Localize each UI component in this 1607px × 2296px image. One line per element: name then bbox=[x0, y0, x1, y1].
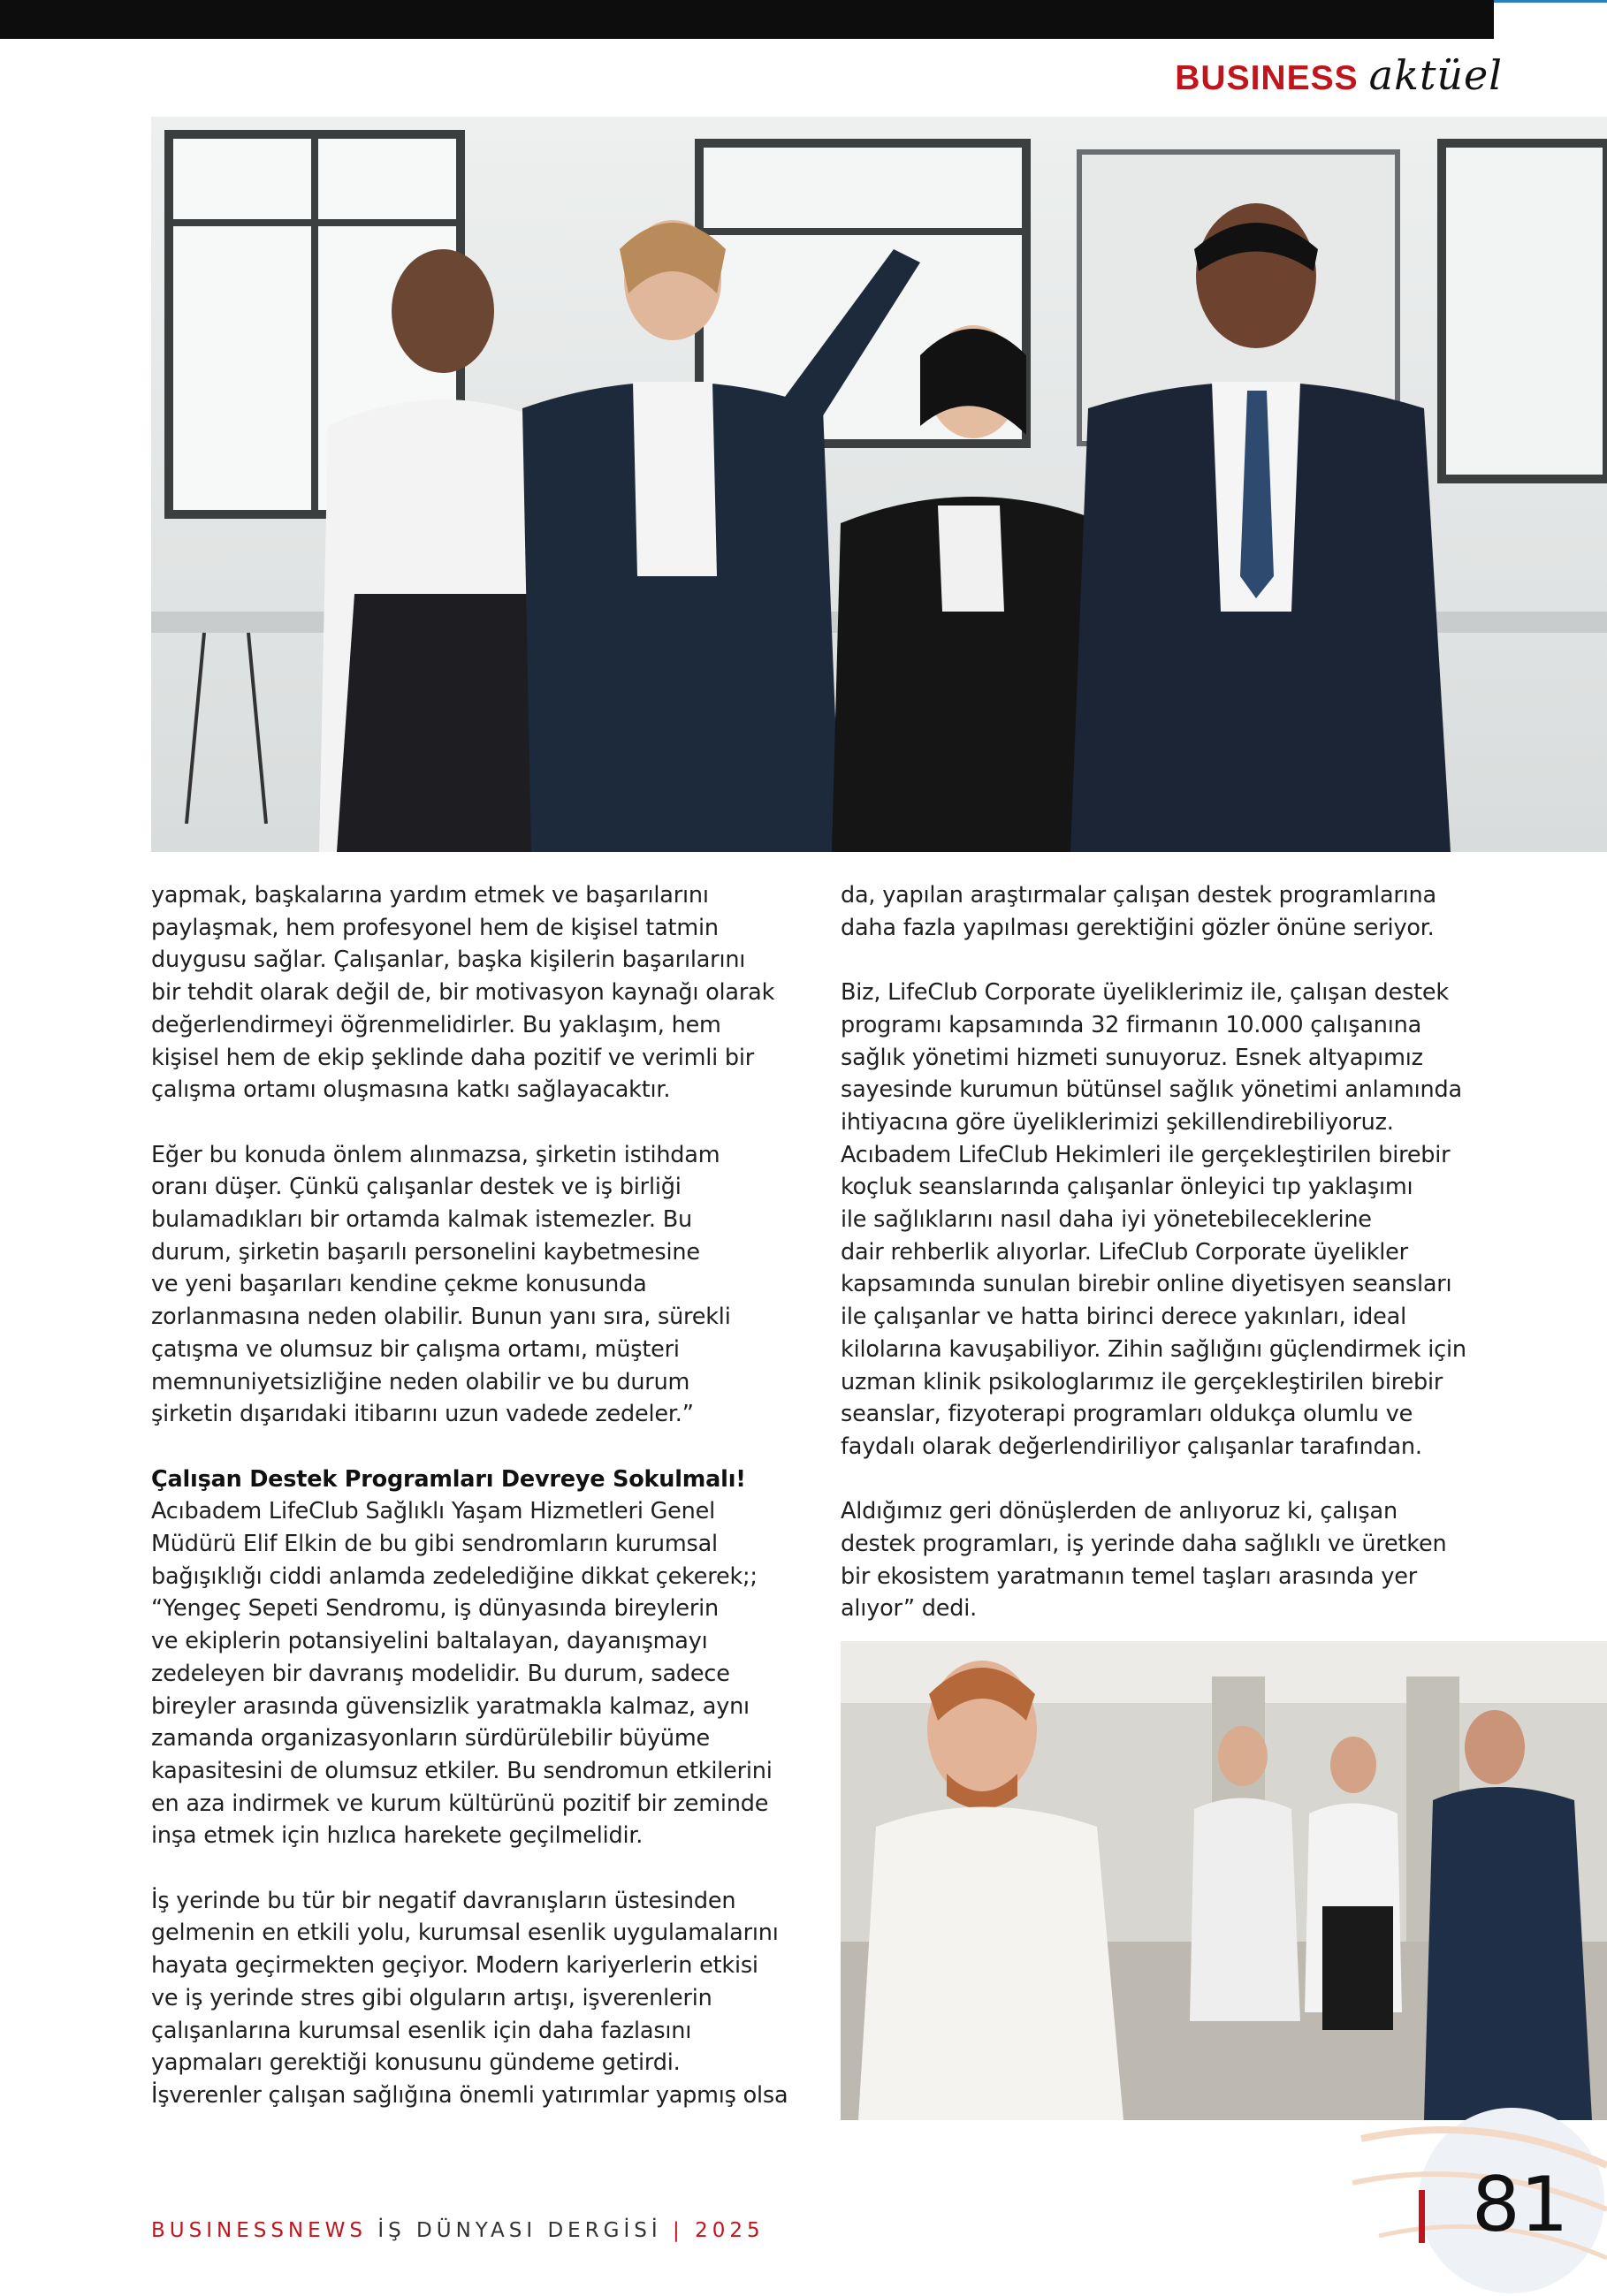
section-heading: Çalışan Destek Programları Devreye Sokulmalı! bbox=[151, 1465, 746, 1493]
article-right-column bbox=[841, 879, 1495, 1658]
magazine-logo bbox=[1175, 51, 1503, 104]
logo-aktuel: aktüel bbox=[1368, 51, 1503, 99]
footer-separator: | bbox=[673, 2219, 684, 2242]
right-paragraph-3: Aldığımız geri dönüşlerden de anlıyoruz ki, çalışan destek programları, iş yerinde daha sağlıklı ve üretken bir ekosistem yaratmanın temel taşları arasında yer alıyor” dedi. bbox=[841, 1498, 1447, 1623]
footer-brand: BUSINESSNEWS bbox=[151, 2219, 368, 2242]
left-paragraph-1: yapmak, başkalarına yardım etmek ve başarılarını paylaşmak, hem profesyonel hem de kişisel tatmin duygusu sağlar. Çalışanlar, başka kişilerin başarılarını bir tehdit olarak değil de, bir motivasyon kaynağı olarak değerlendirmeyi öğrenmelidirler. Bu yaklaşım, hem kişisel hem de ekip şeklinde daha pozitif ve verimli bir çalışma ortamı oluşmasına katkı sağlayacaktır. bbox=[151, 882, 775, 1104]
left-paragraph-2: Eğer bu konuda önlem alınmazsa, şirketin istihdam oranı düşer. Çünkü çalışanlar destek ve iş birliği bulamadıkları bir ortamda kalmak istemezler. Bu durum, şirketin başarılı personelini kaybetmesine ve yeni başarıları kendine çekme konusunda zorlanmasına neden olabilir. Bunun yanı sıra, sürekli çatışma ve olumsuz bir çalışma ortamı, müşteri memnuniyetsizliğine neden olabilir ve bu durum şirketin dışarıdaki itibarını uzun vadede zedeler.” bbox=[151, 1141, 731, 1428]
page-footer bbox=[151, 2219, 765, 2242]
page-number-bar bbox=[1419, 2190, 1425, 2243]
logo-business: BUSINESS bbox=[1175, 59, 1359, 97]
footer-year: 2025 bbox=[695, 2219, 765, 2242]
footer-magazine: İŞ DÜNYASI DERGİSİ bbox=[377, 2219, 662, 2242]
article-left-column bbox=[151, 879, 807, 2144]
top-bar bbox=[0, 0, 1494, 39]
left-paragraph-3: Acıbadem LifeClub Sağlıklı Yaşam Hizmetleri Genel Müdürü Elif Elkin de bu gibi sendromların kurumsal bağışıklığı ciddi anlamda zedelediğine dikkat çekerek;; “Yengeç Sepeti Sendromu, iş dünyasında bireylerin ve ekiplerin potansiyelini baltalayan, dayanışmayı zedeleyen bir davranış modelidir. Bu durum, sadece bireyler arasında güvensizlik yaratmakla kalmaz, aynı zamanda organizasyonların sürdürülebilir büyüme kapasitesini de olumsuz etkiler. Bu sendromun etkilerini en aza indirmek ve kurum kültürünü pozitif bir zeminde inşa etmek için hızlıca harekete geçilmelidir. bbox=[151, 1498, 773, 1850]
page-number: 81 bbox=[1472, 2161, 1569, 2249]
right-paragraph-1: da, yapılan araştırmalar çalışan destek programlarına daha fazla yapılması gerektiğini gözler önüne seriyor. bbox=[841, 882, 1436, 941]
colleagues-photo bbox=[841, 1641, 1607, 2120]
right-paragraph-2: Biz, LifeClub Corporate üyeliklerimiz ile, çalışan destek programı kapsamında 32 firmanın 10.000 çalışanına sağlık yönetimi hizmeti sunuyoruz. Esnek altyapımız sayesinde kurumun bütünsel sağlık yönetimi anlamında ihtiyacına göre üyeliklerimizi şekillendirebiliyoruz. Acıbadem LifeClub Hekimleri ile gerçekleştirilen birebir koçluk seanslarında çalışanlar önleyici tıp yaklaşımı ile sağlıklarını nasıl daha iyi yönetebileceklerine dair rehberlik alıyorlar. LifeClub Corporate üyelikler kapsamında sunulan birebir online diyetisyen seansları ile çalışanlar ve hatta birinci derece yakınları, ideal kilolarına kavuşabiliyor. Zihin sağlığını güçlendirmek için uzman klinik psikologlarımız ile gerçekleştirilen birebir seanslar, fizyoterapi programları oldukça olumlu ve faydalı olarak değerlendiriliyor çalışanlar tarafından. bbox=[841, 979, 1466, 1460]
office-conflict-photo bbox=[151, 117, 1607, 852]
left-paragraph-4: İş yerinde bu tür bir negatif davranışların üstesinden gelmenin en etkili yolu, kurumsal esenlik uygulamalarını hayata geçirmekten geçiyor. Modern kariyerlerin etkisi ve iş yerinde stres gibi olguların artışı, işverenlerin çalışanlarına kurumsal esenlik için daha fazlasını yapmaları gerektiği konusunu gündeme getirdi. İşverenler çalışan sağlığına önemli yatırımlar yapmış olsa bbox=[151, 1887, 788, 2109]
